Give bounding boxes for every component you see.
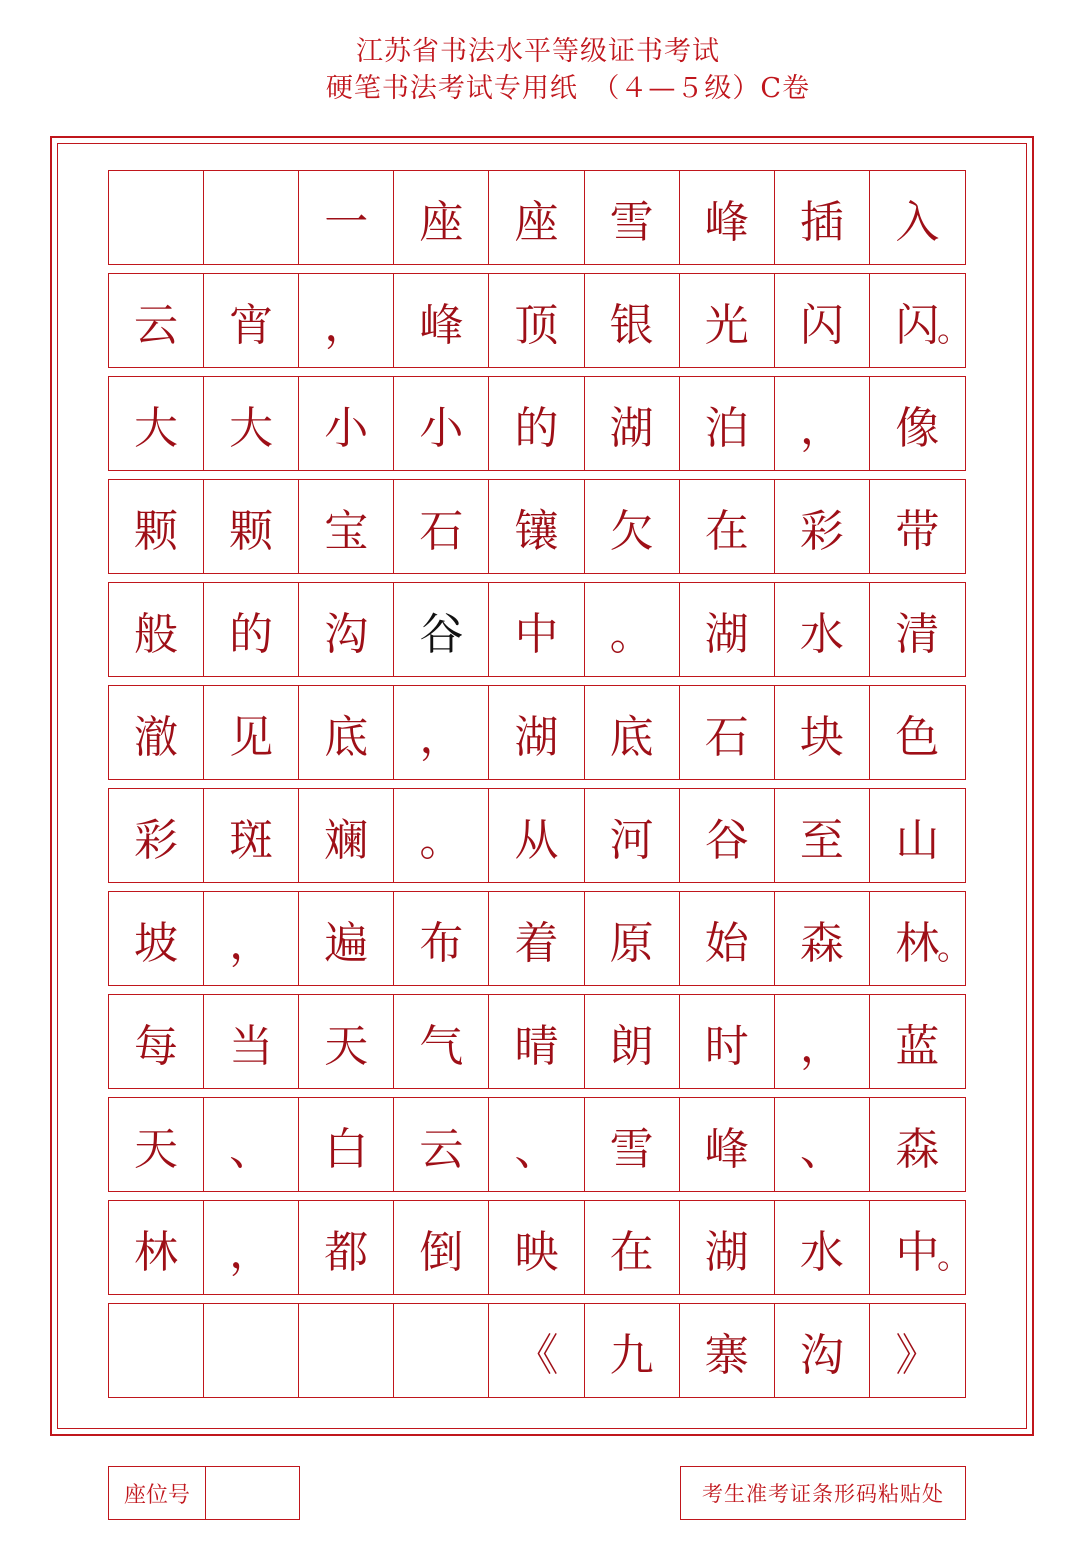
grid-cell <box>870 1304 965 1397</box>
grid-cell <box>394 995 489 1088</box>
grid-cell <box>775 274 870 367</box>
cell-character: 雪 <box>609 1123 654 1175</box>
cell-character: 颗 <box>134 505 179 557</box>
grid-row <box>108 376 966 471</box>
exam-header <box>0 34 1076 108</box>
cell-character: ， <box>229 917 274 969</box>
grid-cell <box>204 892 299 985</box>
grid-cell <box>870 480 965 573</box>
grid-cell <box>394 1098 489 1191</box>
cell-character: 小 <box>419 402 464 454</box>
grid-cell <box>109 583 204 676</box>
cell-character: 谷 <box>419 608 464 660</box>
grid-cell <box>775 789 870 882</box>
cell-character: 彩 <box>134 814 179 866</box>
cell-character: 水 <box>799 1226 844 1278</box>
cell-character: 《 <box>514 1329 559 1381</box>
cell-character: 天 <box>324 1020 369 1072</box>
cell-character: 气 <box>419 1020 464 1072</box>
cell-character: 水 <box>799 608 844 660</box>
grid-cell <box>394 480 489 573</box>
cell-character: 大 <box>134 402 179 454</box>
grid-row <box>108 479 966 574</box>
grid-cell <box>775 583 870 676</box>
grid-cell <box>204 1201 299 1294</box>
grid-cell <box>870 789 965 882</box>
grid-cell <box>680 377 775 470</box>
cell-character: 寨 <box>704 1329 749 1381</box>
cell-character: 的 <box>229 608 274 660</box>
seat-number-label: 座位号 <box>109 1467 206 1519</box>
cell-character: 都 <box>324 1226 369 1278</box>
grid-row <box>108 170 966 265</box>
cell-character: 带 <box>895 505 940 557</box>
cell-character: 每 <box>134 1020 179 1072</box>
grid-cell <box>775 171 870 264</box>
grid-cell <box>109 892 204 985</box>
grid-cell <box>299 686 394 779</box>
cell-character: 峰 <box>419 299 464 351</box>
cell-character: 森 <box>799 917 844 969</box>
grid-cell <box>204 686 299 779</box>
cell-character: 见 <box>229 711 274 763</box>
grid-cell <box>680 789 775 882</box>
cell-character: 晴 <box>514 1020 559 1072</box>
cell-character: 沟 <box>799 1329 844 1381</box>
grid-cell <box>870 583 965 676</box>
grid-cell <box>299 1201 394 1294</box>
cell-character: 、 <box>514 1123 559 1175</box>
grid-cell <box>109 789 204 882</box>
cell-character: 遍 <box>324 917 369 969</box>
grid-cell <box>680 274 775 367</box>
cell-character: 大 <box>229 402 274 454</box>
cell-character: 在 <box>609 1226 654 1278</box>
cell-character: 原 <box>609 917 654 969</box>
grid-cell <box>489 789 584 882</box>
grid-cell <box>489 583 584 676</box>
cell-character: 一 <box>324 196 369 248</box>
cell-character: 布 <box>419 917 464 969</box>
cell-character: 时 <box>704 1020 749 1072</box>
grid-cell <box>109 171 204 264</box>
cell-character: 斑 <box>229 814 274 866</box>
grid-cell <box>109 1304 204 1397</box>
cell-character: 云 <box>419 1123 464 1175</box>
cell-character: 清 <box>895 608 940 660</box>
cell-character: 至 <box>799 814 844 866</box>
cell-character: 宝 <box>324 505 369 557</box>
cell-character: 彩 <box>799 505 844 557</box>
grid-cell <box>489 171 584 264</box>
cell-character: 。 <box>609 608 654 660</box>
grid-cell <box>585 995 680 1088</box>
cell-character: 、 <box>799 1123 844 1175</box>
grid-row <box>108 1200 971 1295</box>
cell-character: 般 <box>134 608 179 660</box>
grid-cell <box>680 480 775 573</box>
grid-row <box>108 1303 966 1398</box>
cell-character: ， <box>799 402 844 454</box>
grid-cell <box>394 583 489 676</box>
grid-cell <box>394 171 489 264</box>
seat-number-field <box>206 1467 299 1519</box>
grid-cell <box>489 686 584 779</box>
cell-character: 始 <box>704 917 749 969</box>
grid-cell <box>394 274 489 367</box>
grid-cell <box>870 171 965 264</box>
grid-cell <box>204 274 299 367</box>
grid-cell <box>870 274 971 367</box>
grid-cell <box>680 1098 775 1191</box>
grid-cell <box>870 892 971 985</box>
grid-cell <box>775 995 870 1088</box>
grid-row <box>108 788 966 883</box>
cell-character: 雪 <box>609 196 654 248</box>
cell-character: 入 <box>895 196 940 248</box>
grid-cell <box>775 892 870 985</box>
grid-cell <box>585 892 680 985</box>
cell-character: 沟 <box>324 608 369 660</box>
grid-cell <box>489 1201 584 1294</box>
cell-character: 像 <box>895 402 940 454</box>
grid-cell <box>680 583 775 676</box>
cell-character: 石 <box>704 711 749 763</box>
grid-cell <box>489 274 584 367</box>
grid-cell <box>394 789 489 882</box>
grid-cell <box>299 995 394 1088</box>
cell-character: 镶 <box>514 505 559 557</box>
grid-cell <box>775 1304 870 1397</box>
grid-cell <box>585 1098 680 1191</box>
grid-cell <box>585 789 680 882</box>
cell-character: ， <box>229 1226 274 1278</box>
seat-number-box <box>108 1466 300 1520</box>
grid-cell <box>585 686 680 779</box>
cell-character: 峰 <box>704 196 749 248</box>
grid-cell <box>299 171 394 264</box>
cell-character: 湖 <box>704 608 749 660</box>
cell-character: 。 <box>419 814 464 866</box>
grid-cell <box>489 892 584 985</box>
grid-cell <box>489 1304 584 1397</box>
grid-cell <box>109 686 204 779</box>
cell-character: 倒 <box>419 1226 464 1278</box>
cell-character: 顶 <box>514 299 559 351</box>
cell-character: 块 <box>799 711 844 763</box>
cell-character: 石 <box>419 505 464 557</box>
grid-cell <box>870 1098 965 1191</box>
cell-character: 座 <box>514 196 559 248</box>
grid-cell <box>489 1098 584 1191</box>
cell-character: ， <box>799 1020 844 1072</box>
grid-row <box>108 994 966 1089</box>
grid-cell <box>680 892 775 985</box>
cell-character: 颗 <box>229 505 274 557</box>
cell-character: 九 <box>609 1329 654 1381</box>
cell-character: 泊 <box>704 402 749 454</box>
cell-character: 闪 <box>895 299 940 351</box>
cell-character: 白 <box>324 1123 369 1175</box>
cell-character: 澈 <box>134 711 179 763</box>
grid-cell <box>394 686 489 779</box>
grid-cell <box>489 480 584 573</box>
grid-cell <box>489 995 584 1088</box>
grid-cell <box>585 377 680 470</box>
grid-cell <box>394 892 489 985</box>
grid-cell <box>109 1201 204 1294</box>
cell-character: 》 <box>895 1329 940 1381</box>
grid-cell <box>109 1098 204 1191</box>
cell-character: 峰 <box>704 1123 749 1175</box>
cell-character: 底 <box>324 711 369 763</box>
grid-cell <box>299 789 394 882</box>
cell-character: 当 <box>229 1020 274 1072</box>
grid-cell <box>299 377 394 470</box>
grid-cell <box>680 171 775 264</box>
trailing-punctuation: 。 <box>936 310 971 350</box>
grid-cell <box>204 377 299 470</box>
grid-cell <box>204 480 299 573</box>
cell-character: 光 <box>704 299 749 351</box>
grid-row <box>108 273 971 368</box>
cell-character: 森 <box>895 1123 940 1175</box>
grid-cell <box>680 686 775 779</box>
exam-subtitle: 硬笔书法考试专用纸 （４—５级）C卷 <box>325 73 811 104</box>
trailing-punctuation: 。 <box>936 1237 971 1277</box>
grid-cell <box>394 377 489 470</box>
grid-cell <box>680 995 775 1088</box>
grid-cell <box>870 686 965 779</box>
grid-cell <box>109 274 204 367</box>
cell-character: 中 <box>895 1226 940 1278</box>
cell-character: 天 <box>134 1123 179 1175</box>
grid-cell <box>585 171 680 264</box>
grid-cell <box>204 995 299 1088</box>
cell-character: 座 <box>419 196 464 248</box>
grid-cell <box>299 583 394 676</box>
grid-cell <box>870 377 965 470</box>
grid-cell <box>585 1304 680 1397</box>
grid-cell <box>394 1304 489 1397</box>
grid-cell <box>585 274 680 367</box>
writing-grid <box>108 170 971 1406</box>
grid-cell <box>585 1201 680 1294</box>
grid-cell <box>870 1201 971 1294</box>
exam-title: 江苏省书法水平等级证书考试 <box>356 36 720 67</box>
cell-character: 着 <box>514 917 559 969</box>
grid-cell <box>775 1201 870 1294</box>
cell-character: 朗 <box>609 1020 654 1072</box>
grid-cell <box>109 377 204 470</box>
cell-character: 插 <box>799 196 844 248</box>
cell-character: 林 <box>134 1226 179 1278</box>
cell-character: ， <box>419 711 464 763</box>
grid-cell <box>299 274 394 367</box>
cell-character: 湖 <box>704 1226 749 1278</box>
cell-character: 在 <box>704 505 749 557</box>
grid-cell <box>109 995 204 1088</box>
grid-cell <box>299 1304 394 1397</box>
barcode-area: 考生准考证条形码粘贴处 <box>680 1466 966 1520</box>
cell-character: 河 <box>609 814 654 866</box>
cell-character: 山 <box>895 814 940 866</box>
grid-row <box>108 582 966 677</box>
cell-character: 底 <box>609 711 654 763</box>
cell-character: 林 <box>895 917 940 969</box>
cell-character: 银 <box>609 299 654 351</box>
grid-cell <box>204 789 299 882</box>
grid-cell <box>394 1201 489 1294</box>
cell-character: ， <box>324 299 369 351</box>
grid-cell <box>204 1304 299 1397</box>
cell-character: 闪 <box>799 299 844 351</box>
grid-cell <box>299 892 394 985</box>
cell-character: 湖 <box>609 402 654 454</box>
grid-cell <box>585 480 680 573</box>
grid-row <box>108 685 966 780</box>
cell-character: 宵 <box>229 299 274 351</box>
grid-cell <box>775 377 870 470</box>
cell-character: 谷 <box>704 814 749 866</box>
cell-character: 小 <box>324 402 369 454</box>
grid-cell <box>299 480 394 573</box>
cell-character: 从 <box>514 814 559 866</box>
grid-row <box>108 891 971 986</box>
cell-character: 、 <box>229 1123 274 1175</box>
grid-cell <box>775 1098 870 1191</box>
grid-cell <box>680 1201 775 1294</box>
cell-character: 的 <box>514 402 559 454</box>
cell-character: 斓 <box>324 814 369 866</box>
grid-row <box>108 1097 966 1192</box>
grid-cell <box>109 480 204 573</box>
cell-character: 欠 <box>609 505 654 557</box>
grid-cell <box>870 995 965 1088</box>
grid-cell <box>680 1304 775 1397</box>
cell-character: 中 <box>514 608 559 660</box>
cell-character: 映 <box>514 1226 559 1278</box>
grid-cell <box>204 1098 299 1191</box>
grid-cell <box>204 583 299 676</box>
grid-cell <box>775 480 870 573</box>
grid-cell <box>204 171 299 264</box>
cell-character: 蓝 <box>895 1020 940 1072</box>
grid-cell <box>489 377 584 470</box>
grid-cell <box>585 583 680 676</box>
cell-character: 云 <box>134 299 179 351</box>
cell-character: 色 <box>895 711 940 763</box>
grid-cell <box>775 686 870 779</box>
grid-cell <box>299 1098 394 1191</box>
trailing-punctuation: 。 <box>936 928 971 968</box>
cell-character: 湖 <box>514 711 559 763</box>
cell-character: 坡 <box>134 917 179 969</box>
